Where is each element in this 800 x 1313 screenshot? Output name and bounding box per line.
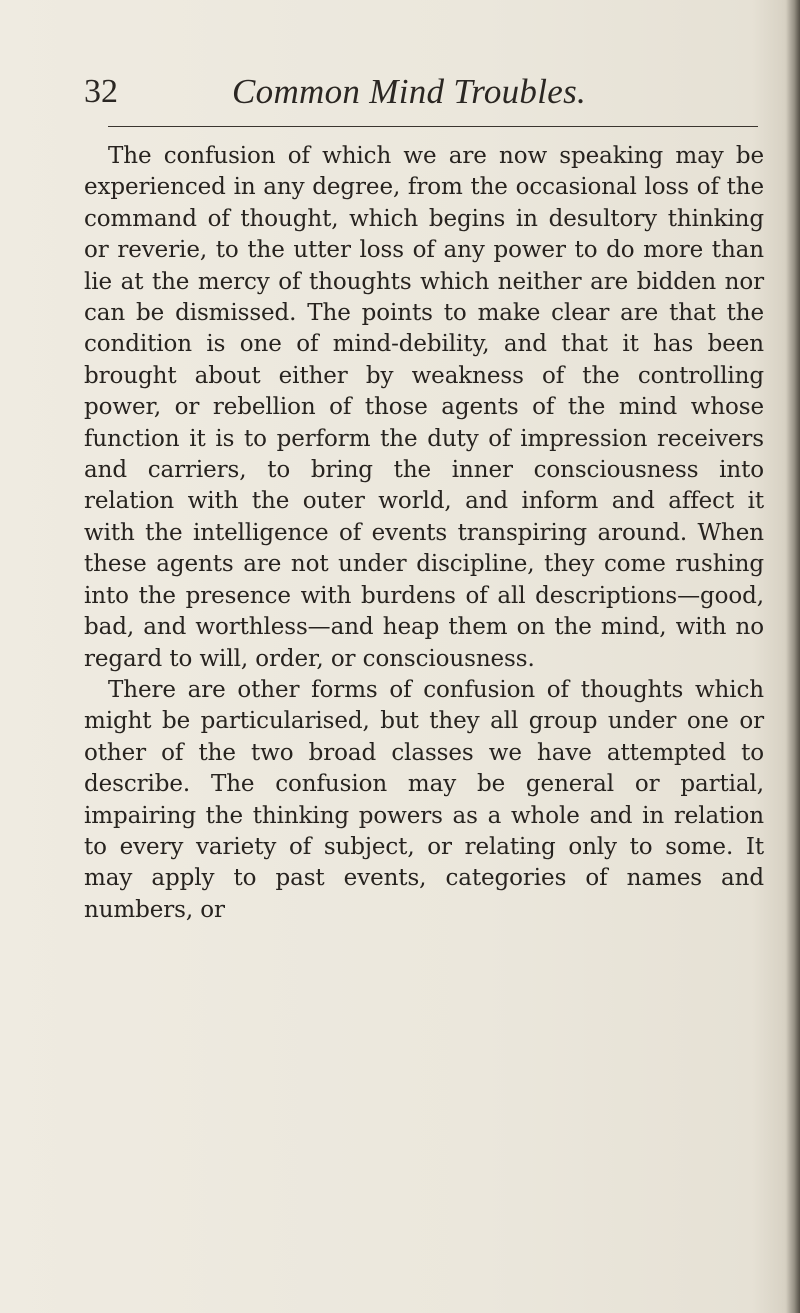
running-head (84, 70, 764, 120)
running-title: Common Mind Troubles. (232, 72, 587, 111)
page-number: 32 (84, 73, 118, 110)
page-edge-shadow (786, 0, 800, 1313)
header-rule (108, 126, 758, 127)
paragraph-1: The confusion of which we are now speaking may be experienced in any degree, from the occasional loss of the command of thought, which begins in desultory thinking or reverie, to the utter loss of any power to do more than lie at the mercy of thoughts which neither are bidden nor can be dismissed. The points to make clear are that the condition is one of mind-debility, and that it has been brought about either by weakness of the controlling power, or rebellion of those agents of the mind whose function it is to perform the duty of impression receivers and carriers, to bring the inner consciousness into relation with the outer world, and inform and affect it with the intelligence of events transpiring around. When these agents are not under discipline, they come rushing into the presence with burdens of all descriptions—good, bad, and worthless—and heap them on the mind, with no regard to will, order, or consciousness. (84, 143, 764, 672)
body-text (84, 141, 764, 926)
paragraph-2: There are other forms of confusion of thoughts which might be particularised, but they all group under one or other of the two broad classes we have attempted to describe. The confusion may be general or partial, impairing the thinking powers as a whole and in relation to every variety of subject, or relating only to some. It may apply to past events, categories of names and numbers, or (84, 676, 764, 923)
